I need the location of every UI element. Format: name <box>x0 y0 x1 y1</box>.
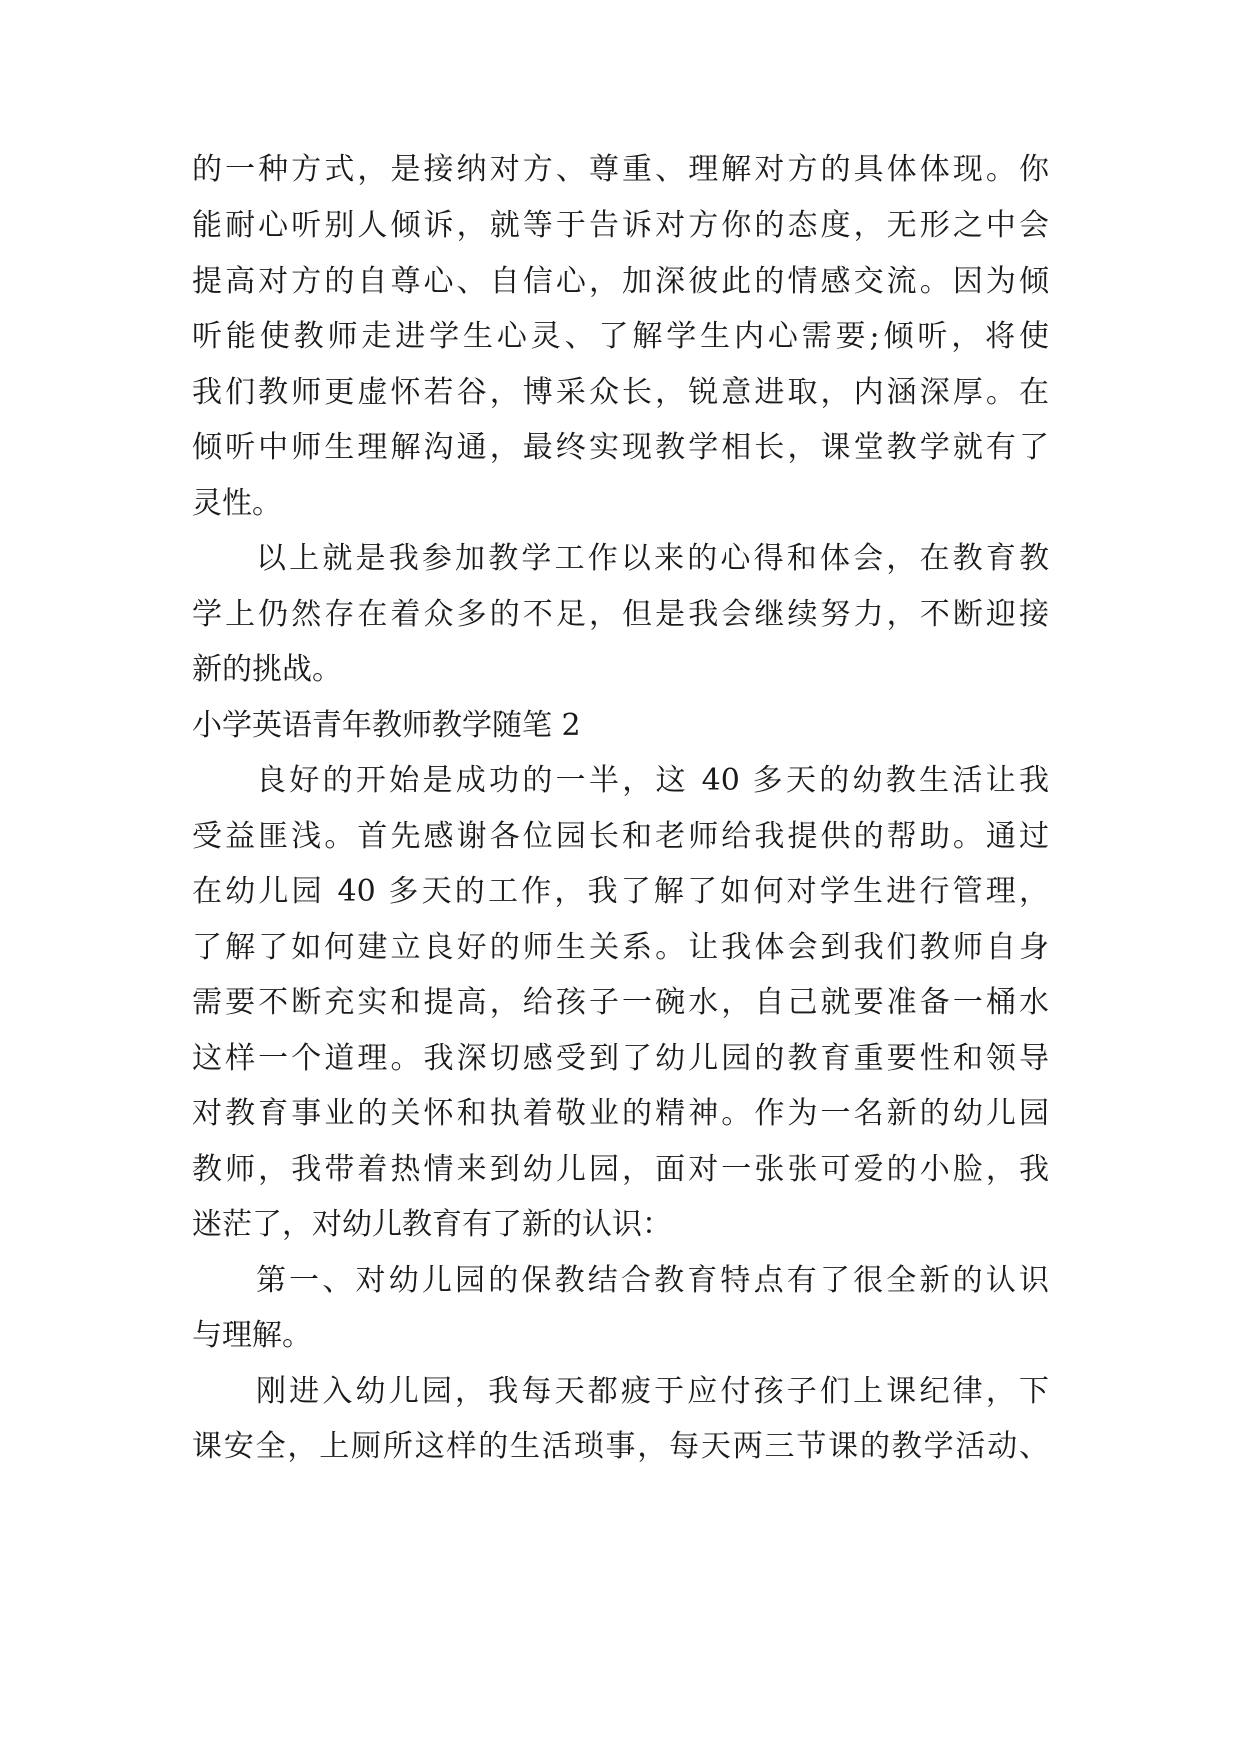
text-line: 灵性。 <box>192 486 282 521</box>
text-line: 倾听中师生理解沟通，最终实现教学相长，课堂教学就有了 <box>192 430 1049 465</box>
text-line: 提高对方的自尊心、自信心，加深彼此的情感交流。因为倾 <box>192 264 1049 299</box>
text-line: 学上仍然存在着众多的不足，但是我会继续努力，不断迎接 <box>192 597 1049 632</box>
text-line: 了解了如何建立良好的师生关系。让我体会到我们教师自身 <box>192 930 1049 965</box>
paragraph-first-line: 良好的开始是成功的一半，这 40 多天的幼教生活让我 <box>256 763 1049 798</box>
text-line: 受益匪浅。首先感谢各位园长和老师给我提供的帮助。通过 <box>192 819 1049 854</box>
text-line: 的一种方式，是接纳对方、尊重、理解对方的具体体现。你 <box>192 152 1049 187</box>
text-line: 迷茫了，对幼儿教育有了新的认识： <box>192 1207 672 1242</box>
section-heading: 小学英语青年教师教学随笔 2 <box>192 708 581 743</box>
text-line: 需要不断充实和提高，给孩子一碗水，自己就要准备一桶水 <box>192 985 1049 1020</box>
paragraph-first-line: 刚进入幼儿园，我每天都疲于应付孩子们上课纪律，下 <box>256 1374 1049 1409</box>
text-line: 听能使教师走进学生心灵、了解学生内心需要;倾听，将使 <box>192 319 1049 354</box>
text-line: 我们教师更虚怀若谷，博采众长，锐意进取，内涵深厚。在 <box>192 375 1049 410</box>
text-line: 在幼儿园 40 多天的工作，我了解了如何对学生进行管理， <box>192 874 1049 909</box>
paragraph-first-line: 以上就是我参加教学工作以来的心得和体会，在教育教 <box>256 541 1049 576</box>
text-line: 对教育事业的关怀和执着敬业的精神。作为一名新的幼儿园 <box>192 1096 1049 1131</box>
paragraph-first-line: 第一、对幼儿园的保教结合教育特点有了很全新的认识 <box>256 1263 1049 1298</box>
text-line: 新的挑战。 <box>192 652 342 687</box>
text-line: 能耐心听别人倾诉，就等于告诉对方你的态度，无形之中会 <box>192 208 1049 243</box>
text-line: 这样一个道理。我深切感受到了幼儿园的教育重要性和领导 <box>192 1041 1049 1076</box>
text-line: 教师，我带着热情来到幼儿园，面对一张张可爱的小脸，我 <box>192 1152 1049 1187</box>
text-line: 课安全，上厕所这样的生活琐事，每天两三节课的教学活动、 <box>192 1429 1049 1464</box>
text-line: 与理解。 <box>192 1318 312 1353</box>
